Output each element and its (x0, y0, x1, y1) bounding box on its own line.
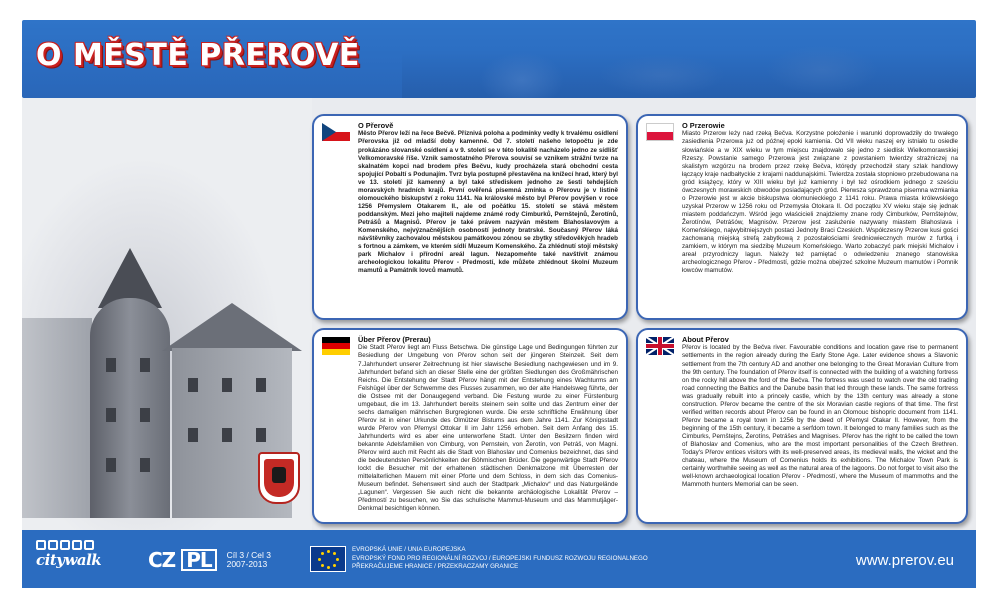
coat-of-arms-icon (258, 452, 300, 504)
polish-flag-icon (646, 123, 674, 141)
panel-german-text: Die Stadt Přerov liegt am Fluss Betschwa. Die günstige Lage und Bedingungen führten zur Besiedlung der Umgebung von Přerov schon seit der jüngeren Steinzeit. Seit dem 7.Jahrhundert unserer Zeitrechnung ist hier slawische Besiedlung nachgewiesen und im 9. Jahrhundert befand sich an dieser Stelle eine der größten Siedlungen des Großmährischen Reichs. Die Entstehung der Stadt Přerov hängt mit der Entstehung eines Wachturms am Felshügel über der Schwemme des Flusses zusammen, wo der alte Handelsweg führte, der die Ostsee mit der Donaugegend verband. Die Festung wurde zu einer Fürstenburg umgebaut, die im 13. Jahrhundert bereits steinern sein sollte und das Zentrum einer der sechs damaligen mährischen Burgregionen wurde. Die erste schriftliche Erwähnung über Přerov ist in einer Urkunde des Olmützer Bistums aus dem Jahre 1141. Zur Königsstadt wurde Přerov von Přemysl Ottokar II im Jahr 1256 erhoben. Seit dem Anfang des 15. Jahrhunderts wird es aber eine unterworfene Stadt. Unter den Besitzern finden wird bekannte Adelsfamilien von Cimburg, von Pernstein, von Žerotín, von Petráš, von Magni. Přerov wird auch mit Recht als die Stadt von Blahoslav und Comenius bezeichnet, das sind die bedeutendsten Persönlichkeiten der Böhmischen Brüder. Die gegenwärtige Stadt Přerov lockt die Besucher mit der erhaltenen städtischen Denkmalzone mit Überresten der mittelalterlichen Mauern mit einer Pforte und dem Schloss, in dem sich das Comenius-Museum befindet. Sehenswert sind auch der Stadtpark „Michalov“ und das Naturgelände „Lagunen“. Vergessen Sie auch nicht die bekannte archäologische Lokalität Přerov – Předmostí zu besuchen, wo Sie das schulische Mammut-Museum und das Mammutjäger-Denkmal besichtigen können. (358, 344, 618, 513)
czpl-cz-label: CZ (148, 548, 176, 572)
header-banner (22, 20, 976, 98)
czpl-subtitle-line2: 2007-2013 (226, 559, 268, 569)
building-left-shape (22, 318, 92, 518)
eu-line-2: EVROPSKÝ FOND PRO REGIONÁLNÍ ROZVOJ / EUROPEJSKI FUNDUSZ ROZWOJU REGIONALNEGO (352, 554, 648, 562)
page-title: O MĚSTĚ PŘEROVĚ (36, 38, 360, 73)
footer-bar (22, 530, 976, 588)
tower-shape (90, 298, 170, 518)
town-sketch-image (22, 98, 312, 530)
czpl-pl-label: PL (181, 549, 216, 571)
citywalk-logo (36, 540, 102, 578)
panel-english (636, 328, 968, 524)
eu-line-3: PŘEKRAČUJEME HRANICE / PRZEKRACZAMY GRANICE (352, 563, 519, 571)
building-roof-shape (162, 303, 302, 351)
panel-english-heading: About Přerov (682, 335, 729, 344)
citywalk-label: citywalk (36, 551, 102, 569)
czpl-subtitle-line1: Cíl 3 / Cel 3 (226, 550, 271, 560)
citywalk-dots-icon (36, 540, 98, 550)
panel-czech-heading: O Přerově (358, 121, 394, 130)
eu-flag-icon (310, 546, 346, 572)
website-link[interactable]: www.prerov.eu (855, 552, 954, 569)
panel-english-text: Přerov is located by the Bečva river. Favourable conditions and location gave rise to permanent settlements in the region already during the Early Stone Age. Later evidence shows a Slavonic settlement from the 7th century AD and another one belonging to the Great Moravian Culture from the 9th century. The foundation of Přerov itself is connected with the building of a watching fortress on the rocky hill above the ford of the Bečva. The fortress was used to watch over the old trading road connecting the Baltics and the Danube basin that led through these lands. The same fortress was gradually rebuilt into a princely castle, which by the 13th century was already a stone construction. Přerov became the centre of the six Moravian castle regions of that time. The first verified written records about Přerov can be found in an Olomouc bishopric document from 1141. Přerov became a royal town in 1256 by the deed of Přemysl Otakar II. However, from the beginning of the 15th century, it became a serfdom town. It belonged to many families such as the Cimburks, Pernštejns, Žerotíns, Petrášes and Magnises. Přerov has the right to be called the town of Blahoslav and Comenius, who are the most important personalities of the Czech Brethren. Today's Přerov entices visitors with its well-preserved areas, its medieval walls, the wicket and the chateau, where the Museum of Comenius holds its exhibitions. The Michalov Town Park is certainly worthwhile seeing as well as the natural area of the lagoons. Do not forget to visit also the well-known archaeological location Přerov - Předmostí, where the Museum of mammoths and the Mammoth hunters Memorial can be seen. (682, 344, 958, 489)
british-flag-icon (646, 337, 674, 355)
panel-polish (636, 114, 968, 320)
eu-text-block (352, 546, 648, 572)
eu-line-1: EVROPSKÁ UNIE / UNIA EUROPEJSKA (352, 546, 466, 553)
panel-czech (312, 114, 628, 320)
czech-flag-icon (322, 123, 350, 141)
panel-polish-text: Miasto Przerow leży nad rzeką Bečva. Korzystne położenie i warunki doprowadziły do trwałego zasiedlenia Przerowa już od późnej epoki kamienia. Od VII wieku naszej ery istniało tu osiedle słowiańskie a w XIX wieku w tym miejscu znajdowało się jedno z siedlisk Wielkomorawskiej Rzeszy. Powstanie samego Przerowa jest związane z powstaniem twierdzy strażniczej na skalistym wzgórzu na brodem przez rzekę Bečva, którędy przechodził stary szlak handlowy łączący kraje nadbałtyckie z krajami naddunajskimi. Twierdza została stopniowo przebudowana na gród książęcy, który w XIII wieku był już kamienny i był też ośrodkiem jednego z sześciu ówczesnych morawskich obwodów posiadających gród. Pierwsza sprawdzona pisemna wzmianka o Przerowie jest w akcie biskupstwa ołomunieckiego z 1141 roku. Prawa miasta królewskiego uzyskał Przerow w 1256 roku od Przemysła Otokara II. Od początku XV wieku staje się jednak miastem poddańczym. Wśród jego właścicieli znajdziemy znane rody Cimburków, Pernštejnów, Žerotínów, Petrášów, Magnisów. Przerow jest zasłużenie nazywany miastem Blahoslava i Komeńskiego, najwybitniejszych postaci Jednoty Braci Czeskich. Współczesny Przerow kusi gości zachowaną miejską strefą zabytkową z pozostałościami średniowiecznych murów z furtką i zamkiem, w którym ma siedzibę Muzeum Komeńskiego. Warto zobaczyć park miejski Michalov i areał przyrodniczy lagun. Należy też pamiętać o odwiedzeniu znanego stanowiska archeologicznego Přerov - Předmostí, gdzie można obejrzeć szkolne Muzeum mamutów i Pomnik łowców mamutów. (682, 130, 958, 275)
panel-polish-heading: O Przerowie (682, 121, 725, 130)
panel-czech-text: Město Přerov leží na řece Bečvě. Příznivá poloha a podmínky vedly k trvalému osídlení Přerovska již od mladší doby kamenné. Od 7. století našeho letopočtu je zde prokázáno slovanské osídlení a v 9. století se v této lokalitě nacházelo jedno ze sídlišť Velkomoravské říše. Vznik samostatného Přerova souvisí se vznikem strážní tvrze na skalnatém kopci nad brodem přes Bečvu, kudy procházela stará obchodní cesta spojující Pobaltí s Podunajím. Tvrz byla postupně přestavěna na knížecí hrad, který byl ve 13. století již kamenný a byl také střediskem jednoho ze šesti tehdejších moravských hradních krajů. První ověřená písemná zmínka o Přerovu je v listině olomouckého biskupství z roku 1141. Na královské město byl Přerov povýšen v roce 1256 Přemyslem Otakarem II., ale od počátku 15. století se stává městem poddanským. Mezi jeho majiteli najdeme známé rody Cimburků, Pernštejnů, Žerotínů, Petrášů a Magnisů. Přerov je také právem nazýván městem Blahoslavovým a Komenského, nejvýznačnějších osobností jednoty bratrské. Současný Přerov láká návštěvníky zachovalou městskou památkovou zónou se zbytky středověkých hradeb s fortnou a zámkem, ve kterém sídlí Muzeum Komenského. Za zhlédnutí stojí městský park Michalov i přírodní areál lagun. Nezapomeňte také navštívit známou archeologickou lokalitu Přerov - Předmostí, kde můžete zhlédnout školní Muzeum mamutů a Památník lovců mamutů. (358, 130, 618, 275)
skyline-photo (402, 20, 976, 98)
czpl-logo (146, 548, 271, 572)
panel-german (312, 328, 628, 524)
german-flag-icon (322, 337, 350, 355)
panel-german-heading: Über Přerov (Prerau) (358, 335, 431, 344)
main-area (22, 98, 976, 530)
czpl-subtitle (227, 551, 271, 569)
